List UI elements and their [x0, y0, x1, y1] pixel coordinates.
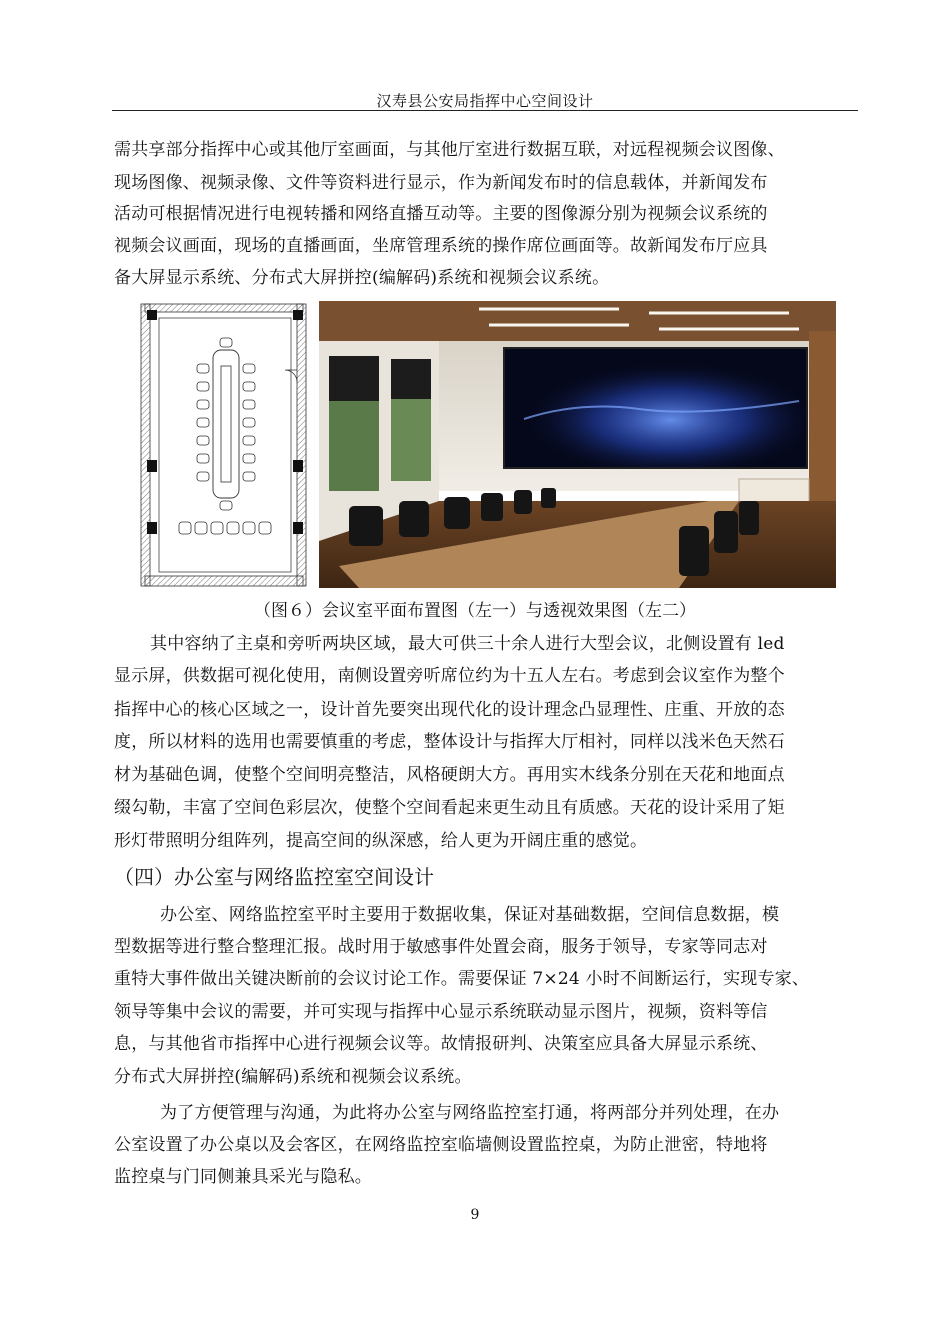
- text-line: 重特大事件做出关键决断前的会议讨论工作。需要保证 7×24 小时不间断运行，实现专家、: [114, 969, 810, 989]
- meeting-room-rendering: [319, 301, 836, 588]
- text-line: 型数据等进行整合整理汇报。战时用于敏感事件处置会商，服务于领导，专家等同志对: [114, 937, 768, 957]
- text-line: 视频会议画面，现场的直播画面，坐席管理系统的操作席位画面等。故新闻发布厅应具: [114, 236, 768, 256]
- text-line: 显示屏，供数据可视化使用，南侧设置旁听席位约为十五人左右。考虑到会议室作为整个: [114, 666, 785, 686]
- section-heading: （四）办公室与网络监控室空间设计: [114, 865, 434, 889]
- text-line: 活动可根据情况进行电视转播和网络直播互动等。主要的图像源分别为视频会议系统的: [114, 204, 768, 224]
- text-line: 需共享部分指挥中心或其他厅室画面，与其他厅室进行数据互联，对远程视频会议图像、: [114, 140, 785, 160]
- text-line: 材为基础色调，使整个空间明亮整洁，风格硬朗大方。再用实木线条分别在天花和地面点: [114, 765, 785, 785]
- text-line: 缀勾勒，丰富了空间色彩层次，使整个空间看起来更生动且有质感。天花的设计采用了矩: [114, 798, 785, 818]
- page-number: 9: [470, 1207, 480, 1223]
- text-line: 监控桌与门同侧兼具采光与隐私。: [114, 1167, 372, 1187]
- text-line: 领导等集中会议的需要，并可实现与指挥中心显示系统联动显示图片，视频，资料等信: [114, 1002, 768, 1022]
- text-line: 公室设置了办公桌以及会客区，在网络监控室临墙侧设置监控桌，为防止泄密，特地将: [114, 1135, 768, 1155]
- meeting-room-floor-plan: [137, 300, 309, 590]
- text-line: 办公室、网络监控室平时主要用于数据收集，保证对基础数据，空间信息数据，模: [160, 905, 780, 925]
- text-line: 现场图像、视频录像、文件等资料进行显示，作为新闻发布时的信息载体，并新闻发布: [114, 173, 768, 193]
- text-line: 为了方便管理与沟通，为此将办公室与网络监控室打通，将两部分并列处理，在办: [160, 1103, 780, 1123]
- text-line: 息，与其他省市指挥中心进行视频会议等。故情报研判、决策室应具备大屏显示系统、: [114, 1034, 768, 1054]
- text-line: 度，所以材料的选用也需要慎重的考虑，整体设计与指挥大厅相衬，同样以浅米色天然石: [114, 732, 785, 752]
- running-header-title: 汉寿县公安局指挥中心空间设计: [376, 92, 594, 110]
- text-line: 备大屏显示系统、分布式大屏拼控(编解码)系统和视频会议系统。: [114, 268, 610, 288]
- text-line: 分布式大屏拼控(编解码)系统和视频会议系统。: [114, 1067, 472, 1087]
- text-line: 指挥中心的核心区域之一，设计首先要突出现代化的设计理念凸显理性、庄重、开放的态: [114, 700, 785, 720]
- header-divider: [112, 110, 858, 111]
- figure-caption: （图６）会议室平面布置图（左一）与透视效果图（左二）: [254, 601, 696, 621]
- text-line: 其中容纳了主桌和旁听两块区域，最大可供三十余人进行大型会议，北侧设置有 led: [150, 634, 785, 654]
- text-line: 形灯带照明分组阵列，提高空间的纵深感，给人更为开阔庄重的感觉。: [114, 831, 648, 851]
